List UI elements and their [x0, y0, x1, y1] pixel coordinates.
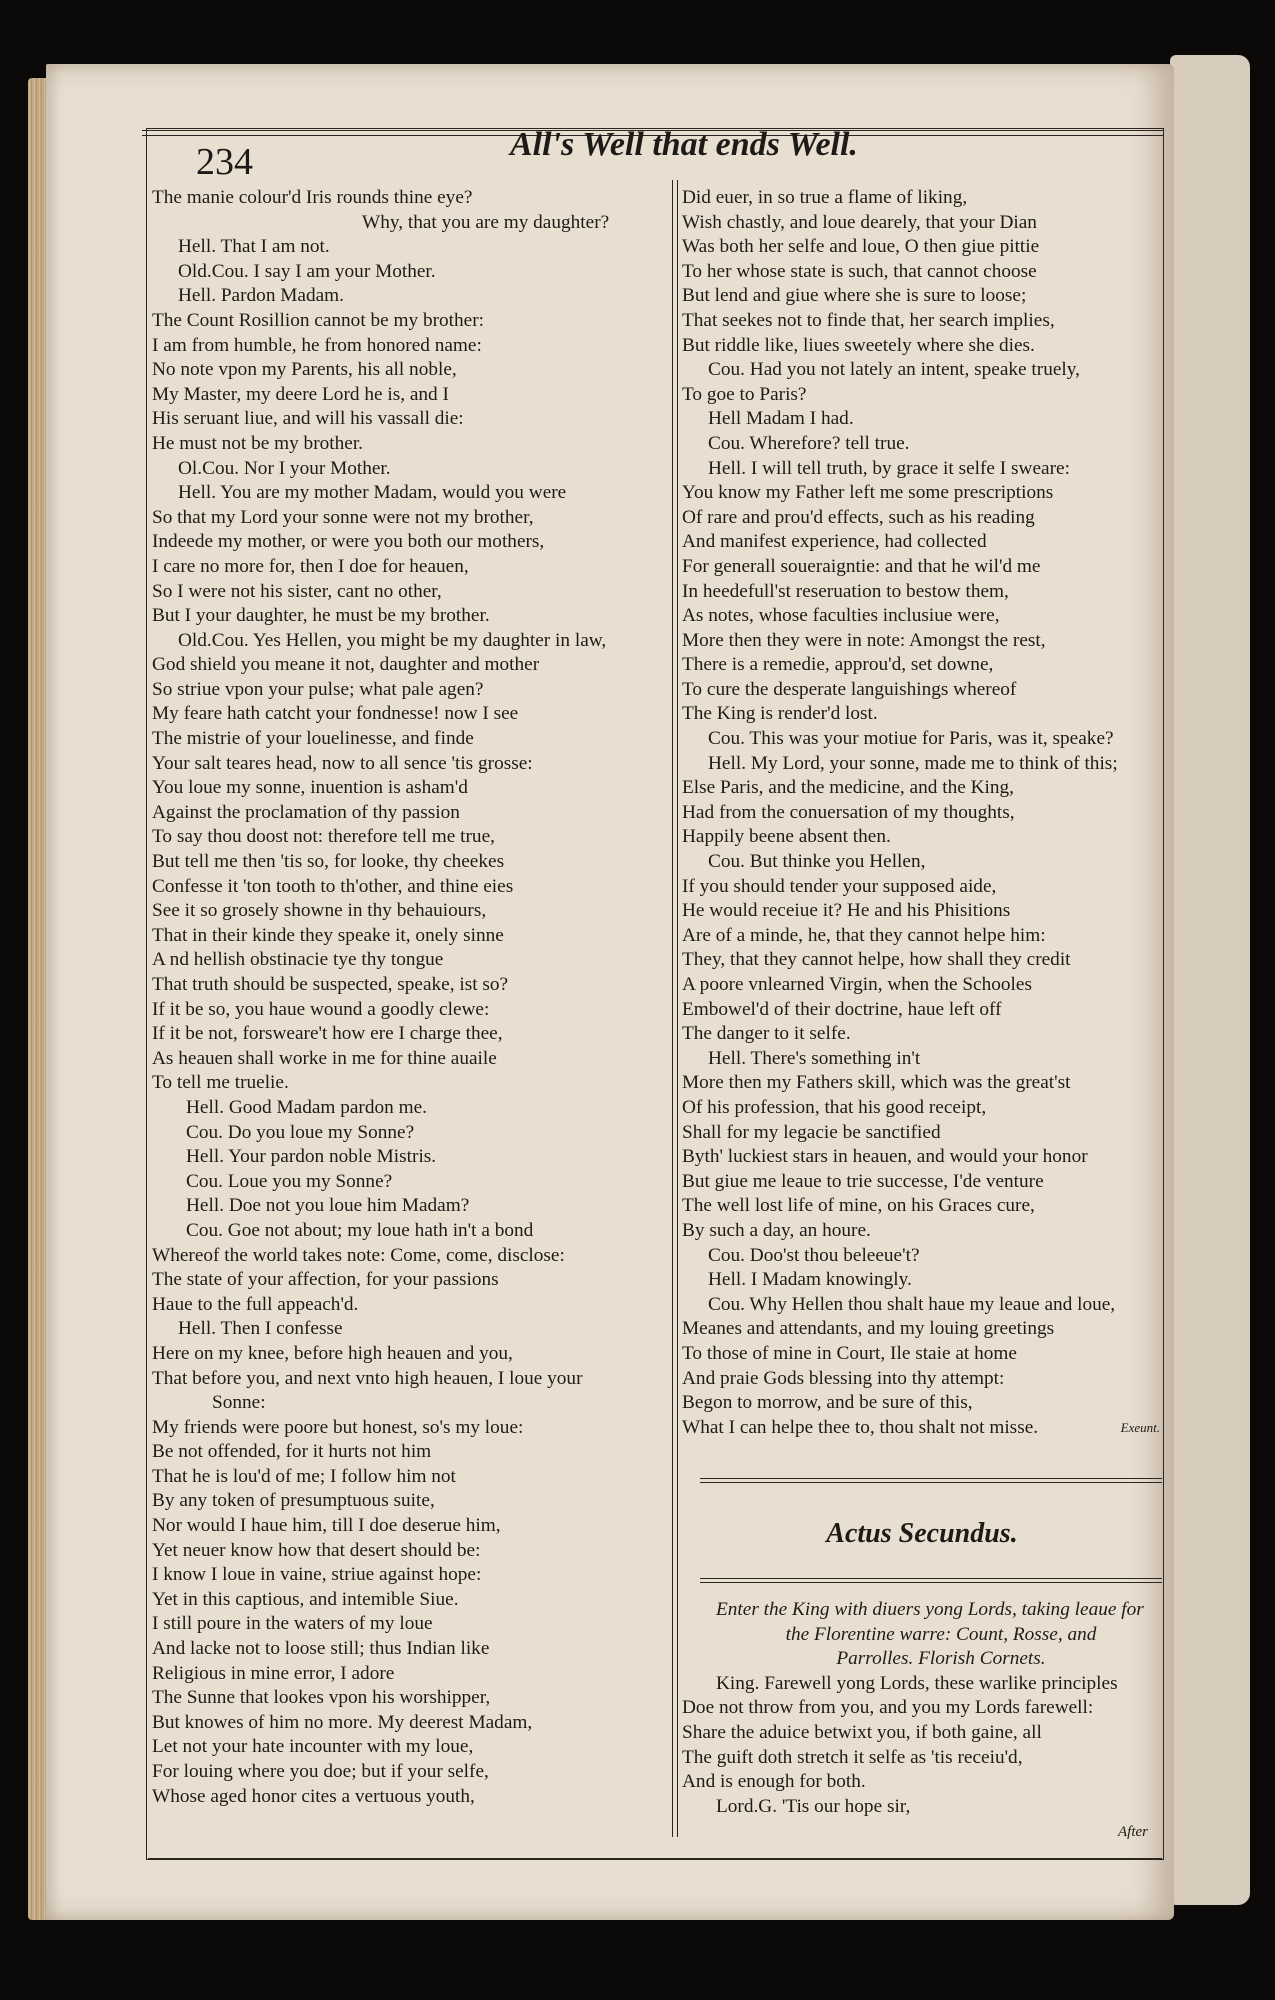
text-line: Cou. Doo'st thou beleeue't? [708, 1244, 920, 1266]
act-rule-lower [700, 1578, 1162, 1583]
text-line: Hell. Then I confesse [178, 1318, 343, 1340]
text-line: By such a day, an houre. [682, 1219, 871, 1241]
text-line: My Master, my deere Lord he is, and I [152, 383, 449, 405]
text-line: The mistrie of your louelinesse, and finde [152, 728, 474, 750]
text-line: So striue vpon your pulse; what pale agen? [152, 678, 484, 700]
page-number: 234 [196, 141, 253, 183]
text-line: I am from humble, he from honored name: [152, 334, 482, 356]
text-line: As notes, whose faculties inclusiue were, [682, 605, 1000, 627]
text-line: But riddle like, liues sweetely where she dies. [682, 334, 1035, 356]
text-line: Religious in mine error, I adore [152, 1662, 395, 1684]
text-line: So I were not his sister, cant no other, [152, 580, 442, 602]
facing-page-edge [1170, 55, 1250, 1905]
text-line: Hell. Pardon Madam. [178, 285, 344, 307]
text-line: God shield you meane it not, daughter and mother [152, 654, 540, 676]
text-line: Hell. My Lord, your sonne, made me to think of this; [708, 752, 1118, 774]
text-line: Cou. Loue you my Sonne? [186, 1170, 393, 1192]
text-line: That in their kinde they speake it, onely sinne [152, 924, 504, 946]
text-line: A poore vnlearned Virgin, when the Schooles [682, 974, 1032, 995]
text-line: Doe not throw from you, and you my Lords farewell: [682, 1697, 1094, 1719]
text-line: To say thou doost not: therefore tell me true, [152, 826, 495, 848]
text-line: Was both her selfe and loue, O then giue pittie [682, 236, 1040, 258]
text-line: The King is render'd lost. [682, 703, 878, 725]
text-line: Hell. I will tell truth, by grace it selfe I sweare: [708, 457, 1070, 479]
text-line: Happily beene absent then. [682, 826, 891, 848]
text-line: So that my Lord your sonne were not my brother, [152, 506, 534, 528]
text-line: Haue to the full appeach'd. [152, 1293, 359, 1315]
exeunt-direction: Exeunt. [1120, 1419, 1160, 1435]
text-line: The Sunne that lookes vpon his worshipper, [152, 1687, 491, 1709]
text-line: His seruant liue, and will his vassall die: [152, 408, 464, 430]
text-line: Embowel'd of their doctrine, haue left off [682, 998, 1002, 1020]
text-line: The Count Rosillion cannot be my brother: [152, 309, 485, 331]
text-line: Did euer, in so true a flame of liking, [682, 187, 968, 208]
text-line: You loue my sonne, inuention is asham'd [152, 777, 468, 799]
text-line: And lacke not to loose still; thus Indian like [152, 1638, 490, 1660]
text-line: Hell. Your pardon noble Mistris. [186, 1146, 437, 1168]
text-line: And praie Gods blessing into thy attempt: [682, 1367, 1005, 1389]
text-line: Confesse it 'ton tooth to th'other, and thine eies [152, 875, 514, 897]
text-line: To tell me truelie. [152, 1072, 289, 1094]
stage-direction: Enter the King with diuers yong Lords, taking leaue for [716, 1599, 1144, 1620]
text-line: King. Farewell yong Lords, these warlike principles [716, 1672, 1118, 1694]
text-line: Your salt teares head, now to all sence 'tis grosse: [152, 752, 533, 774]
text-line: To goe to Paris? [682, 383, 807, 405]
text-line: And is enough for both. [682, 1771, 866, 1793]
text-line: Cou. Why Hellen thou shalt haue my leaue and loue, [708, 1293, 1116, 1315]
text-line: The danger to it selfe. [682, 1023, 851, 1045]
left-column [152, 186, 668, 1809]
text-line: I know I loue in vaine, striue against hope: [152, 1564, 482, 1586]
text-line: Sonne: [212, 1392, 266, 1414]
text-line: The manie colour'd Iris rounds thine eye? [152, 187, 473, 208]
text-line: That before you, and next vnto high heauen, I loue your [152, 1367, 583, 1389]
text-line: That he is lou'd of me; I follow him not [152, 1465, 456, 1487]
act-two-text [682, 1598, 1160, 1819]
text-line: That seekes not to finde that, her search implies, [682, 309, 1055, 331]
text-line: Hell Madam I had. [708, 408, 854, 430]
text-line: Cou. But thinke you Hellen, [708, 851, 926, 873]
text-line: In heedefull'st reseruation to bestow them, [682, 580, 1009, 602]
text-line: The state of your affection, for your passions [152, 1269, 499, 1291]
text-line: Hell. That I am not. [178, 236, 330, 258]
text-line: Cou. Goe not about; my loue hath in't a bond [186, 1219, 534, 1241]
text-line-with-exit [682, 1416, 1160, 1441]
text-line: Cou. Do you loue my Sonne? [186, 1121, 415, 1143]
text-line: A nd hellish obstinacie tye thy tongue [152, 949, 444, 971]
text-line: He would receiue it? He and his Phisitions [682, 900, 1011, 922]
text-line: They, that they cannot helpe, how shall they credit [682, 949, 1071, 971]
text-line: What I can helpe thee to, thou shalt not misse. [682, 1416, 1039, 1438]
column-divider [672, 180, 678, 1837]
text-line: Yet in this captious, and intemible Siue. [152, 1588, 459, 1610]
text-line: There is a remedie, approu'd, set downe, [682, 654, 994, 676]
text-line: Lord.G. 'Tis our hope sir, [716, 1795, 911, 1817]
text-line: But tell me then 'tis so, for looke, thy cheekes [152, 851, 505, 873]
text-line: But I your daughter, he must be my brother. [152, 605, 490, 627]
text-line: But giue me leaue to trie successe, I'de venture [682, 1170, 1044, 1192]
text-line: As heauen shall worke in me for thine auaile [152, 1047, 497, 1069]
text-line: Meanes and attendants, and my louing greetings [682, 1318, 1055, 1340]
text-line: See it so grosely showne in thy behauiours, [152, 900, 487, 922]
text-line: Share the aduice betwixt you, if both gaine, all [682, 1721, 1042, 1743]
text-line: And manifest experience, had collected [682, 531, 987, 553]
act-rule-upper [700, 1478, 1162, 1483]
text-line: Hell. You are my mother Madam, would you were [178, 482, 567, 504]
text-line: Let not your hate incounter with my loue, [152, 1736, 474, 1758]
text-line: Else Paris, and the medicine, and the King, [682, 777, 1014, 799]
text-line: Byth' luckiest stars in heauen, and would your honor [682, 1146, 1088, 1168]
text-line: The guift doth stretch it selfe as 'tis receiu'd, [682, 1746, 1023, 1768]
text-line: Ol.Cou. Nor I your Mother. [178, 457, 391, 479]
stage-direction: Parrolles. Florish Cornets. [836, 1648, 1046, 1670]
text-line: My friends were poore but honest, so's my loue: [152, 1416, 524, 1438]
text-line: Whereof the world takes note: Come, come, disclose: [152, 1244, 565, 1266]
text-line: To cure the desperate languishings whereof [682, 678, 1017, 700]
text-line: Wish chastly, and loue dearely, that your Dian [682, 211, 1037, 233]
text-line: I care no more for, then I doe for heauen, [152, 555, 469, 577]
bottom-rule [148, 1858, 1162, 1862]
text-line: If you should tender your supposed aide, [682, 875, 997, 897]
text-line: Are of a minde, he, that they cannot helpe him: [682, 924, 1046, 946]
text-line: Hell. I Madam knowingly. [708, 1269, 912, 1291]
text-line: To those of mine in Court, Ile staie at home [682, 1342, 1017, 1364]
text-line: Old.Cou. I say I am your Mother. [178, 260, 436, 282]
text-line: Indeede my mother, or were you both our mothers, [152, 531, 545, 553]
text-line: The well lost life of mine, on his Graces cure, [682, 1195, 1035, 1217]
act-title: Actus Secundus. [826, 1518, 1018, 1549]
text-line: Why, that you are my daughter? [362, 211, 610, 233]
text-line: Begon to morrow, and be sure of this, [682, 1392, 973, 1414]
text-line: Of his profession, that his good receipt, [682, 1096, 987, 1118]
text-line: For louing where you doe; but if your selfe, [152, 1761, 489, 1782]
text-line: You know my Father left me some prescriptions [682, 482, 1054, 504]
text-line: Cou. Had you not lately an intent, speake truely, [708, 359, 1080, 381]
text-line: Old.Cou. Yes Hellen, you might be my daughter in law, [178, 629, 607, 651]
text-line: To her whose state is such, that cannot choose [682, 260, 1037, 282]
text-line: But lend and giue where she is sure to loose; [682, 285, 1027, 307]
text-line: Nor would I haue him, till I doe deserue him, [152, 1515, 501, 1537]
text-line: No note vpon my Parents, his all noble, [152, 359, 457, 381]
text-line: Hell. Good Madam pardon me. [186, 1096, 427, 1118]
text-line: Shall for my legacie be sanctified [682, 1121, 941, 1143]
text-line: Yet neuer know how that desert should be: [152, 1539, 481, 1561]
text-line: Hell. Doe not you loue him Madam? [186, 1195, 470, 1217]
text-line: If it be so, you haue wound a goodly clewe: [152, 998, 490, 1020]
text-line: Be not offended, for it hurts not him [152, 1441, 432, 1463]
text-line: Hell. There's something in't [708, 1047, 921, 1069]
right-column [682, 186, 1160, 1440]
text-line: He must not be my brother. [152, 432, 363, 454]
text-line: Against the proclamation of thy passion [152, 801, 460, 823]
text-line: Here on my knee, before high heauen and you, [152, 1342, 513, 1364]
text-line: More then my Fathers skill, which was the great'st [682, 1072, 1071, 1094]
running-title: All's Well that ends Well. [510, 126, 858, 163]
text-line: By any token of presumptuous suite, [152, 1490, 435, 1512]
text-line: Whose aged honor cites a vertuous youth, [152, 1785, 475, 1807]
text-line: But knowes of him no more. My deerest Madam, [152, 1711, 533, 1733]
text-line: Of rare and prou'd effects, such as his reading [682, 506, 1035, 528]
catchword: After [1118, 1824, 1148, 1840]
text-line: That truth should be suspected, speake, ist so? [152, 974, 509, 995]
stage-direction: the Florentine warre: Count, Rosse, and [785, 1623, 1097, 1645]
text-line: More then they were in note: Amongst the rest, [682, 629, 1046, 651]
text-line: If it be not, forsweare't how ere I charge thee, [152, 1023, 503, 1045]
text-line: I still poure in the waters of my loue [152, 1613, 433, 1635]
text-line: Had from the conuersation of my thoughts, [682, 801, 1015, 823]
text-line: My feare hath catcht your fondnesse! now I see [152, 703, 519, 725]
text-line: Cou. Wherefore? tell true. [708, 432, 910, 454]
text-line: For generall soueraigntie: and that he wil'd me [682, 555, 1041, 577]
text-line: Cou. This was your motiue for Paris, was it, speake? [708, 728, 1114, 750]
